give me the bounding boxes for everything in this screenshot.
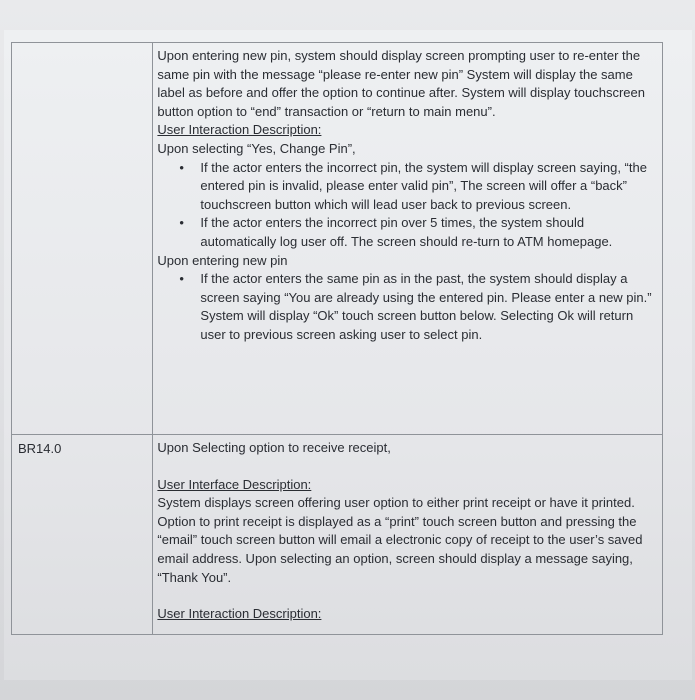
list-item: • If the actor enters the same pin as in the past, the system should display a screen saying “You are already using the entered pin. Please enter a new pin.” System will display “Ok” touch screen button below. Selecting Ok will return user to previous screen asking user to select pin. [179, 271, 652, 342]
paragraph: Upon selecting “Yes, Change Pin”, [157, 140, 356, 156]
paragraph: Upon entering new pin, system should display screen prompting user to re-enter the same pin with the message “please re-enter new pin” System will display the same label as before and offer the option to continue after. System will display touchscreen button option to “end” transaction or “return to main menu”. [157, 48, 645, 119]
list-item: • If the actor enters the incorrect pin over 5 times, the system should automatically log user off. The screen should re-turn to ATM homepage. [179, 215, 613, 249]
paragraph: Upon Selecting option to receive receipt, [157, 440, 391, 455]
row-description-cell [153, 43, 663, 435]
bullet-icon: • [179, 159, 184, 175]
row-description-cell [153, 435, 663, 635]
paragraph: Upon entering new pin [157, 252, 288, 268]
bullet-icon: • [179, 215, 184, 231]
table-row [12, 43, 663, 435]
document-page [4, 30, 692, 680]
list-item: • If the actor enters the incorrect pin, the system will display screen saying, “the entered pin is invalid, please enter valid pin”, The screen will offer a “back” touchscreen button which will lead user back to previous screen. [179, 159, 647, 212]
bullet-icon: • [179, 271, 184, 287]
section-heading: User Interaction Description: [157, 122, 322, 138]
row-id-cell [12, 43, 153, 435]
row-id-cell [12, 435, 153, 635]
bullet-list [157, 270, 656, 344]
paragraph: System displays screen offering user option to either print receipt or have it printed. Option to print receipt is displayed as a “print” touch screen button and pressing the “email” touch screen button will email a electronic copy of receipt to the user’s saved email address. Upon selecting an option, screen should display a message saying, “Thank You”. [157, 495, 643, 585]
requirements-table [11, 42, 663, 635]
section-heading: User Interaction Description: [157, 606, 322, 622]
section-heading: User Interface Description: [157, 476, 312, 492]
requirement-id: BR14.0 [18, 441, 62, 456]
bullet-list [157, 159, 656, 252]
table-row [12, 435, 663, 635]
